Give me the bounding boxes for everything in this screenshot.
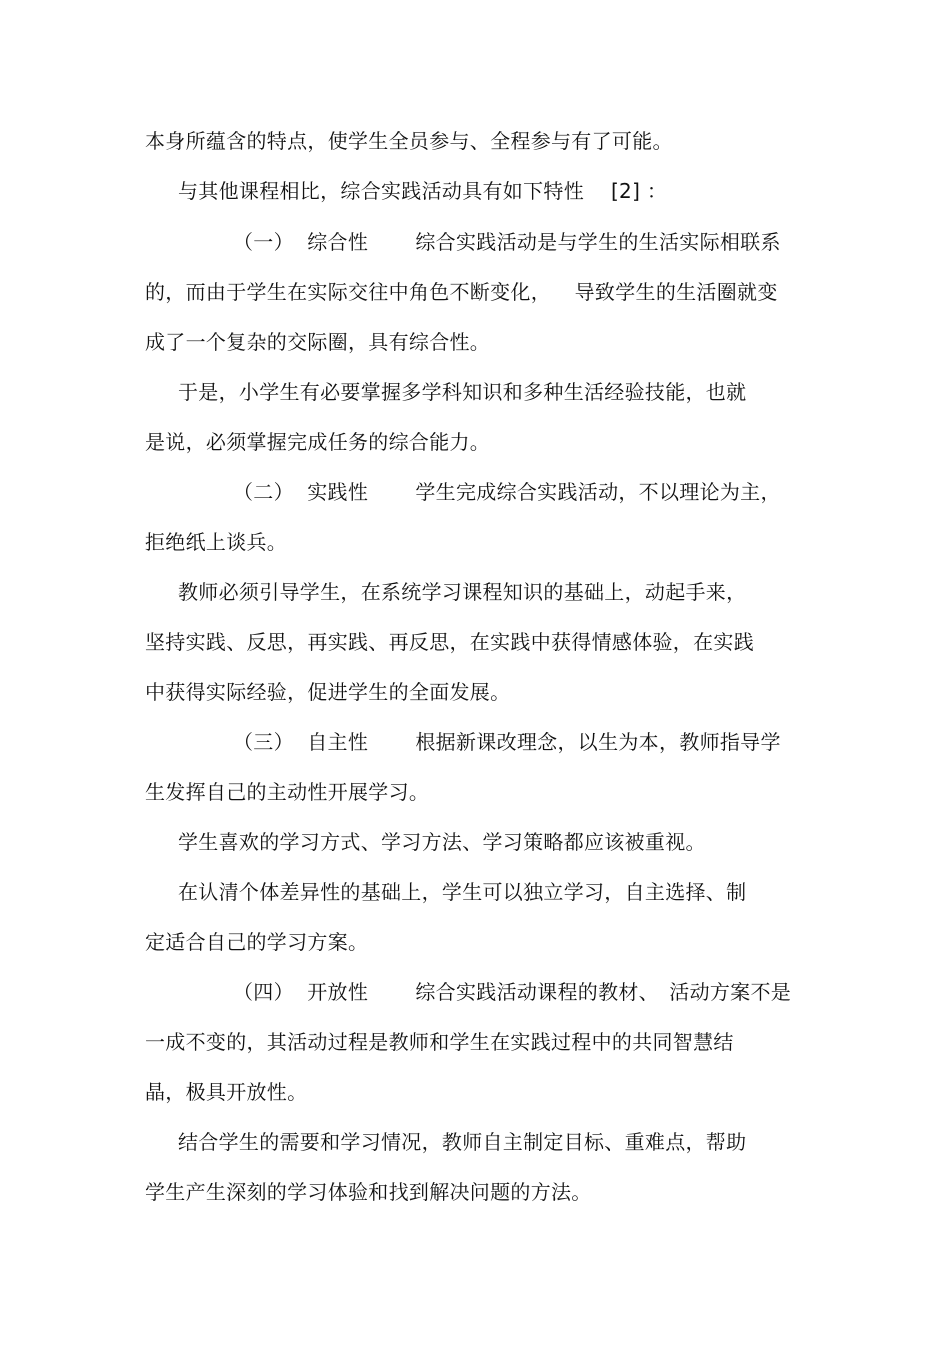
text-line: 在认清个体差异性的基础上，学生可以独立学习，自主选择、制 [178,880,747,904]
section-heading-line: （一） 综合性 综合实践活动是与学生的生活实际相联系 [233,230,781,254]
text-line: 本身所蕴含的特点，使学生全员参与、全程参与有了可能。 [145,129,673,153]
text-line: 坚持实践、反思，再实践、再反思，在实践中获得情感体验，在实践 [145,630,754,654]
text-line: 结合学生的需要和学习情况，教师自主制定目标、重难点，帮助 [178,1130,747,1154]
text-line: 拒绝纸上谈兵。 [145,530,288,554]
section-heading-line: （三） 自主性 根据新课改理念，以生为本，教师指导学 [233,730,781,754]
text-line: 的，而由于学生在实际交往中角色不断变化， 导致学生的生活圈就变 [145,280,778,304]
text-line: 于是，小学生有必要掌握多学科知识和多种生活经验技能，也就 [178,380,747,404]
text-line: 生发挥自己的主动性开展学习。 [145,780,430,804]
section-heading-line: （二） 实践性 学生完成综合实践活动，不以理论为主， [233,480,781,504]
text-line: 学生喜欢的学习方式、学习方法、学习策略都应该被重视。 [178,830,706,854]
text-line: 晶，极具开放性。 [145,1080,308,1104]
text-line: 成了一个复杂的交际圈，具有综合性。 [145,330,491,354]
text-line: 与其他课程相比，综合实践活动具有如下特性 [2] ： [178,179,668,203]
section-heading-line: （四） 开放性 综合实践活动课程的教材、 活动方案不是 [233,980,792,1004]
text-line: 学生产生深刻的学习体验和找到解决问题的方法。 [145,1180,592,1204]
text-line: 教师必须引导学生，在系统学习课程知识的基础上，动起手来， [178,580,747,604]
text-line: 一成不变的，其活动过程是教师和学生在实践过程中的共同智慧结 [145,1030,734,1054]
text-line: 定适合自己的学习方案。 [145,930,369,954]
text-line: 是说，必须掌握完成任务的综合能力。 [145,430,491,454]
text-line: 中获得实际经验，促进学生的全面发展。 [145,680,511,704]
